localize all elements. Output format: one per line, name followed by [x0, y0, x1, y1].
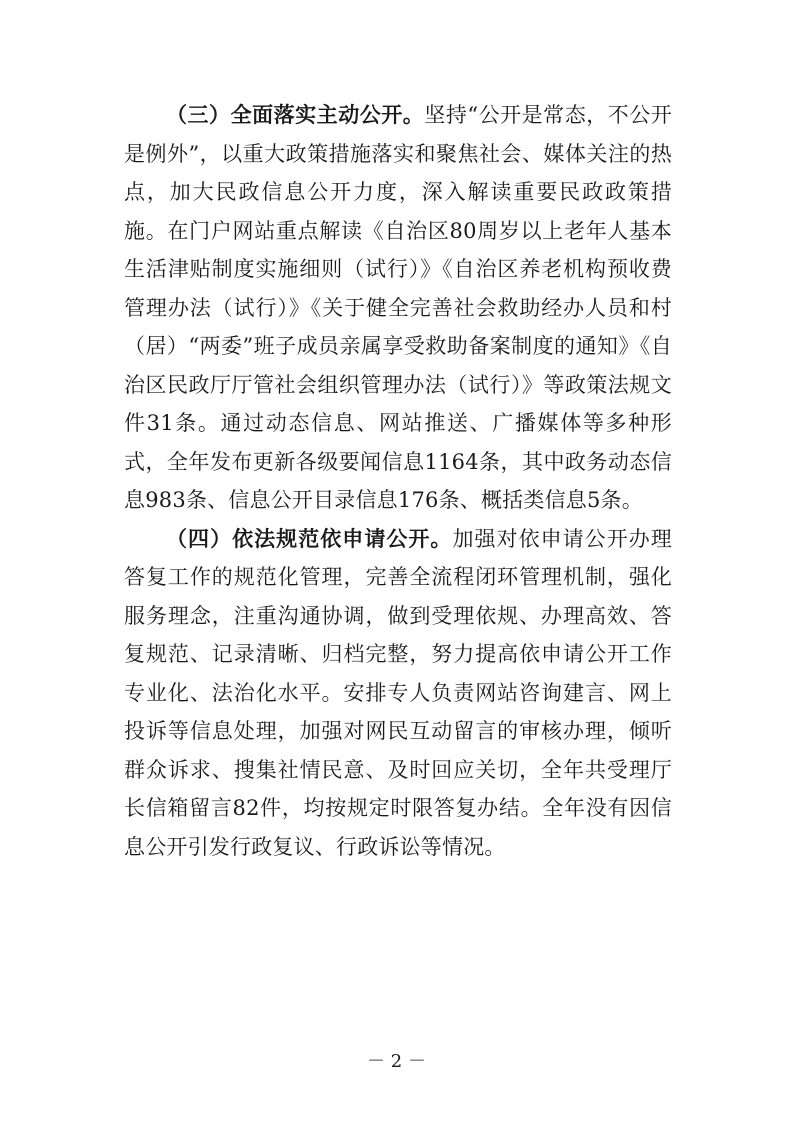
paragraph-body: 加强对依申请公开办理答复工作的规范化管理，完善全流程闭环管理机制，强化服务理念，注重沟通协调，做到受理依规、办理高效、答复规范、记录清晰、归档完整，努力提高依申请公开工作专业化、法治化水平。安排专人负责网站咨询建言、网上投诉等信息处理，加强对网民互动留言的审核办理，倾听群众诉求、搜集社情民意、及时回应关切，全年共受理厅长信箱留言82件，均按规定时限答复办结。全年没有因信息公开引发行政复议、行政诉讼等情况。	[124, 526, 672, 859]
paragraph-heading: （三）全面落实主动公开。	[166, 103, 425, 127]
paragraph-heading: （四）依法规范依申请公开。	[166, 526, 453, 551]
document-body	[124, 96, 672, 866]
paragraph-active-disclosure	[124, 96, 672, 520]
page-number: － 2 －	[367, 1051, 426, 1072]
paragraph-application-disclosure	[124, 520, 672, 867]
paragraph-body: 坚持“公开是常态，不公开是例外”，以重大政策措施落实和聚焦社会、媒体关注的热点，加大民政信息公开力度，深入解读重要民政政策措施。在门户网站重点解读《自治区80周岁以上老年人基本生活津贴制度实施细则（试行）》《自治区养老机构预收费管理办法（试行）》《关于健全完善社会救助经办人员和村（居）“两委”班子成员亲属享受救助备案制度的通知》《自治区民政厅厅管社会组织管理办法（试行）》等政策法规文件31条。通过动态信息、网站推送、广播媒体等多种形式，全年发布更新各级要闻信息1164条，其中政务动态信息983条、信息公开目录信息176条、概括类信息5条。	[124, 103, 672, 512]
